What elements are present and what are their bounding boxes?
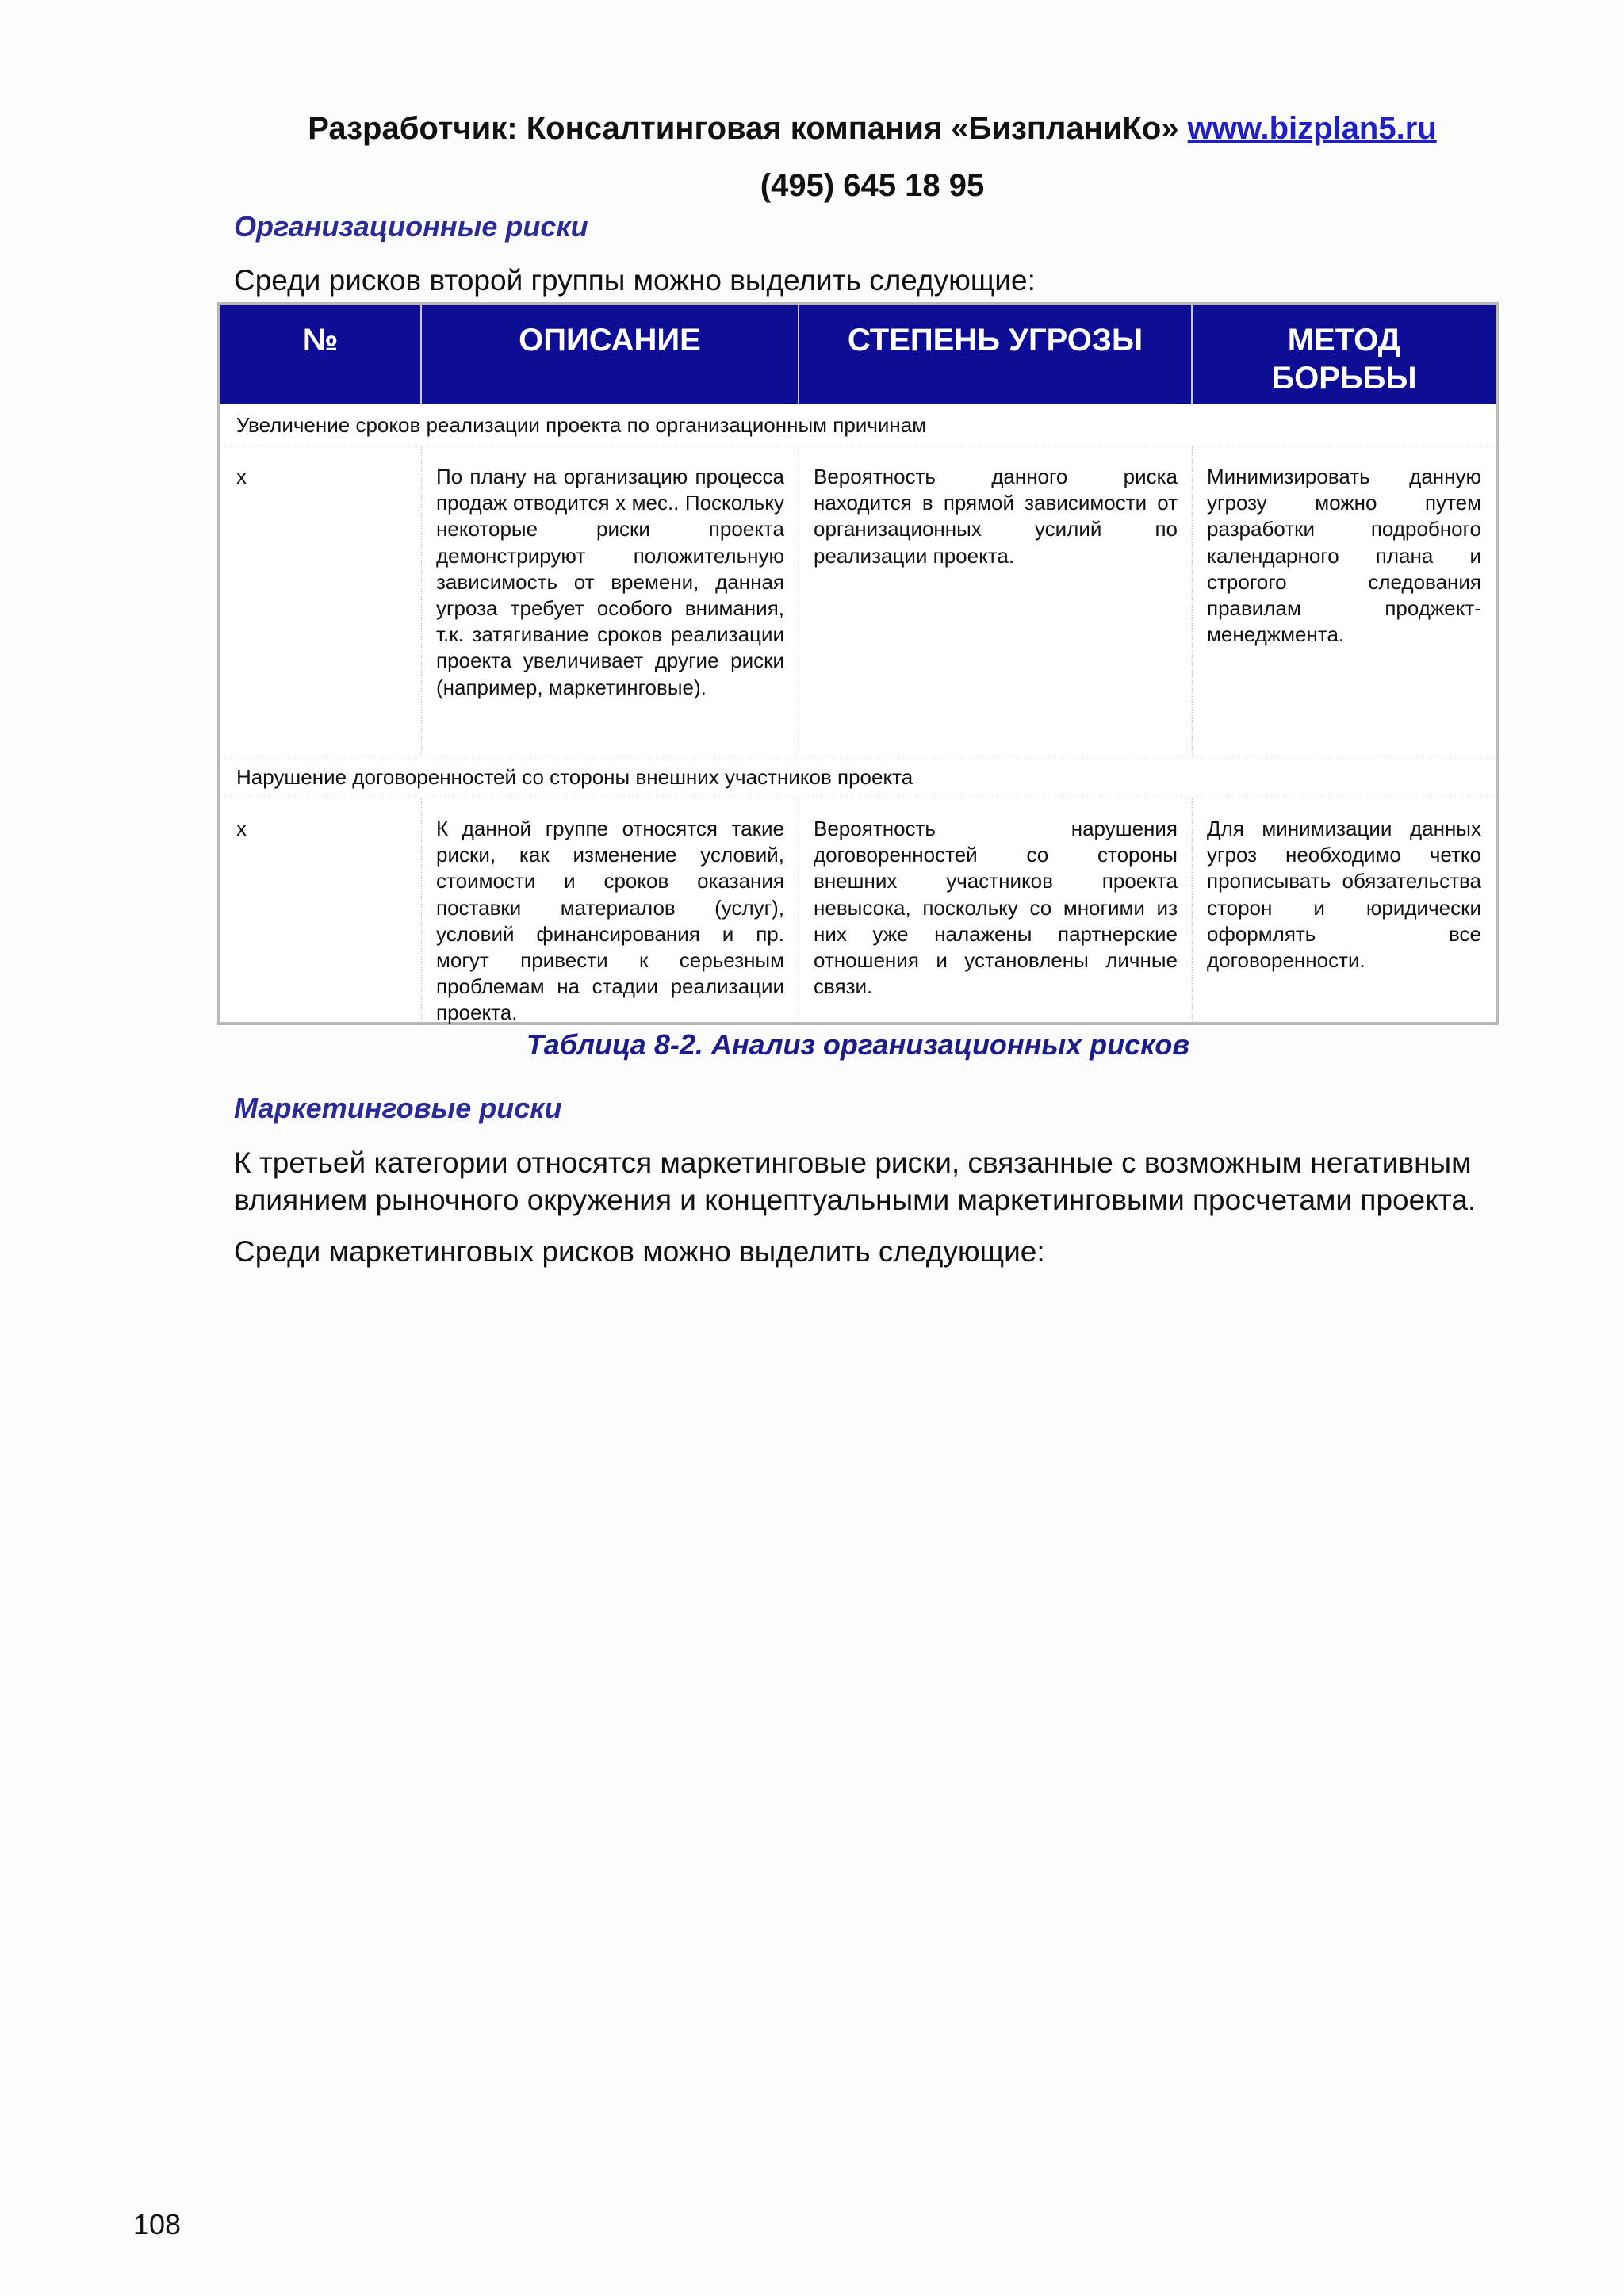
section-paragraph-marketing: К третьей категории относятся маркетинговые риски, связанные с возможным негативным влиянием рыночного окружения и концептуальными маркетинговыми просчетами проекта. [234, 1146, 1477, 1216]
table-group-title: Нарушение договоренностей со стороны внешних участников проекта [220, 756, 1496, 798]
section-title-organizational: Организационные риски [234, 210, 588, 243]
cell-number: x [220, 798, 422, 1022]
column-header-threat-level: СТЕПЕНЬ УГРОЗЫ [799, 305, 1193, 404]
table-row [220, 446, 1496, 756]
website-link[interactable]: www.bizplan5.ru [1187, 111, 1437, 146]
section-intro-organizational: Среди рисков второй группы можно выделить следующие: [234, 264, 1036, 297]
table-row [220, 798, 1496, 1025]
table-header-row [220, 305, 1496, 404]
cell-description: По плану на организацию процесса продаж отводится x мес.. Поскольку некоторые риски проекта демонстрируют положительную зависимость от времени, данная угроза требует особого внимания, т.к. затягивание сроков реализации проекта увеличивает другие риски (например, маркетинговые). [422, 446, 799, 756]
header-developer-text: Разработчик: Консалтинговая компания «БизпланиКо» [308, 111, 1188, 146]
risk-table [217, 302, 1499, 1025]
column-header-method: МЕТОД БОРЬБЫ [1271, 323, 1417, 396]
column-header-number: № [220, 305, 422, 404]
cell-threat: Вероятность данного риска находится в прямой зависимости от организационных усилий по реализации проекта. [799, 446, 1193, 756]
cell-method: Минимизировать данную угрозу можно путем разработки подробного календарного плана и строгого следования правилам проджект-менеджмента. [1207, 465, 1481, 647]
cell-description: К данной группе относятся такие риски, как изменение условий, стоимости и сроков оказания поставки материалов (услуг), условий финансирования и пр. могут привести к серьезным проблемам на стадии реализации проекта. [422, 798, 799, 1022]
section-title-marketing: Маркетинговые риски [234, 1092, 562, 1124]
cell-method: Для минимизации данных угроз необходимо четко прописывать обязательства сторон и юридически оформлять все договоренности. [1207, 817, 1481, 973]
cell-number: x [220, 446, 422, 756]
section-intro-marketing: Среди маркетинговых рисков можно выделить следующие: [234, 1235, 1045, 1268]
table-group-title: Увеличение сроков реализации проекта по организационным причинам [220, 404, 1496, 446]
table-caption: Таблица 8-2. Анализ организационных рисков [526, 1028, 1190, 1061]
header-developer-line [285, 111, 1459, 147]
header-phone: (495) 645 18 95 [760, 168, 985, 203]
column-header-description: ОПИСАНИЕ [422, 305, 799, 404]
cell-threat: Вероятность нарушения договоренностей со стороны внешних участников проекта невысока, поскольку со многими из них уже налажены партнерские отношения и установлены личные связи. [799, 798, 1193, 1022]
page-number: 108 [133, 2208, 182, 2241]
